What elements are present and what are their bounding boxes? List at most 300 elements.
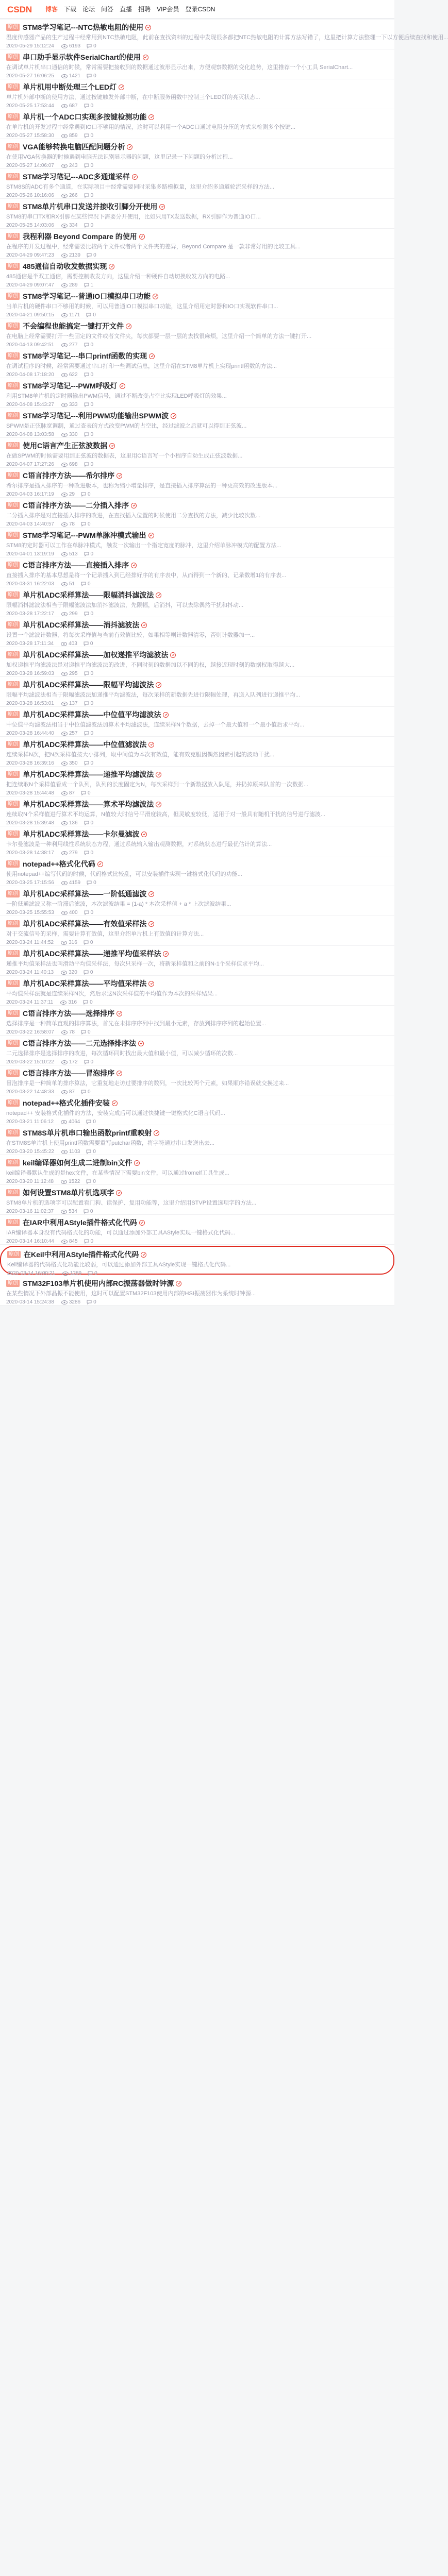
publish-date: 2020-04-21 09:50:15 (6, 312, 54, 318)
views-eye-icon (60, 1001, 67, 1005)
comment-icon (84, 223, 89, 228)
view-count: 2139 (69, 252, 81, 258)
article-title-row (6, 919, 388, 928)
verified-badge-icon (119, 84, 124, 90)
article-item[interactable] (0, 229, 394, 259)
article-title-link[interactable]: 单片机一个ADC口实现多按键检测功能 (23, 113, 147, 121)
view-count: 622 (69, 372, 78, 378)
view-count: 687 (69, 103, 78, 109)
article-item[interactable] (0, 767, 394, 796)
article-title-row (6, 1188, 388, 1197)
view-count: 320 (69, 970, 77, 975)
verified-badge-icon (120, 383, 125, 389)
article-title-link[interactable]: 不会编程也能搞定一键打开文件 (23, 322, 124, 330)
article-title-link[interactable]: STM8学习笔记---普通IO口模拟串口功能 (23, 292, 151, 300)
article-item[interactable] (0, 408, 394, 438)
verified-badge-icon (138, 1041, 144, 1046)
article-meta (6, 1299, 388, 1306)
article-item[interactable] (0, 169, 394, 199)
comment-count: 0 (90, 103, 94, 109)
article-title-row (6, 1128, 388, 1138)
original-tag: 原创 (6, 143, 20, 150)
article-title-link[interactable]: 单片机ADC采样算法——平均值采样法 (23, 979, 147, 988)
publish-date: 2020-03-24 11:37:11 (6, 999, 54, 1005)
article-summary: keil编译器默认生成的是hex文件，在某些情况下需要bin文件，可以通过fromelf工具生成... (6, 1170, 229, 1176)
comment-count: 0 (90, 432, 94, 437)
article-item[interactable] (0, 49, 394, 79)
article-title-row (6, 979, 388, 988)
comment-count: 0 (90, 223, 94, 228)
article-item[interactable] (0, 79, 394, 109)
publish-date: 2020-03-28 15:44:48 (6, 790, 54, 796)
comment-icon (84, 761, 89, 766)
views-eye-icon (61, 702, 68, 706)
article-summary: 中位值平均滤波法相当于中位值滤波法加算术平均滤波法，连续采样N个数据，去掉一个最大值和一个最小值后求平均... (6, 722, 305, 728)
comment-icon (84, 940, 89, 945)
article-title-link[interactable]: 在IAR中利用AStyle插件格式化代码 (23, 1218, 137, 1227)
views-eye-icon (61, 373, 68, 377)
article-title-row (6, 859, 388, 869)
nav-item[interactable]: 登录CSDN (185, 6, 215, 13)
original-tag: 原创 (6, 1219, 20, 1226)
article-meta (6, 222, 388, 229)
article-item[interactable] (0, 1006, 394, 1036)
article-title-link[interactable]: 我程利器 Beyond Compare 的使用 (23, 232, 137, 241)
view-count: 78 (69, 1029, 75, 1035)
comment-count: 0 (87, 521, 91, 527)
original-tag: 原创 (6, 323, 20, 330)
article-title-row (6, 1158, 388, 1167)
article-title-row (7, 1250, 387, 1259)
article-title-link[interactable]: C语言排序方法——二分插入排序 (23, 501, 129, 510)
article-title-link[interactable]: VGA能够转换电脑匹配问题分析 (23, 143, 125, 151)
comment-icon (87, 253, 92, 258)
article-title-link[interactable]: 使用C语言产生正弦波数据 (23, 442, 108, 450)
article-title-row (6, 770, 388, 779)
article-title-link[interactable]: 单片机ADC采样算法——算术平均滤波法 (23, 800, 154, 808)
comment-icon (84, 821, 89, 825)
article-meta (6, 162, 388, 169)
view-count: 4159 (69, 880, 81, 886)
article-item[interactable] (0, 707, 394, 737)
article-title-row (6, 262, 388, 271)
article-item[interactable] (0, 886, 394, 916)
article-title-link[interactable]: C语言排序方法——二元选择排序法 (23, 1039, 137, 1047)
article-title-link[interactable]: C语言排序方法——直接插入排序 (23, 561, 129, 569)
article-item[interactable] (0, 438, 394, 468)
verified-badge-icon (109, 264, 114, 269)
article-item[interactable] (0, 677, 394, 707)
verified-badge-icon (154, 1130, 159, 1136)
article-meta (6, 640, 388, 647)
svg-text:CSDN: CSDN (7, 4, 32, 14)
comment-count: 0 (87, 1029, 91, 1035)
publish-date: 2020-04-03 14:40:57 (6, 521, 54, 527)
article-summary: notepad++ 安装格式化插件的方法，安装完成后可以通过快捷键一键格式化C语言代码... (6, 1110, 225, 1116)
article-meta (6, 461, 388, 468)
article-summary: 在单片机的开发过程中经常遇到IO口不够用的情况，这时可以利用一个ADC口通过电阻分压的方式来检测多个按键... (6, 124, 296, 130)
comment-icon (84, 1060, 89, 1064)
verified-badge-icon (148, 533, 154, 538)
article-title-link[interactable]: keil编译器如何生成二进制bin文件 (23, 1159, 132, 1167)
article-item[interactable] (0, 1246, 394, 1275)
comment-icon (84, 133, 89, 138)
publish-date: 2020-03-14 15:24:38 (6, 1299, 54, 1305)
article-title-link[interactable]: 485通信自动收发数据实现 (23, 262, 107, 270)
article-summary: 希尔排序是插入排序的一种改进版本，也称为缩小增量排序，是直接插入排序算法的一种更高效的改进版本... (6, 483, 278, 489)
views-eye-icon (61, 224, 68, 228)
comment-icon (84, 1209, 89, 1214)
article-summary: STM8S的ADC有多个通道，在实际项目中经常需要同时采集多路模拟量，这里介绍多通道轮流采样的方法... (6, 184, 275, 190)
nav-item[interactable]: 招聘 (138, 6, 151, 13)
comment-icon (81, 1030, 86, 1035)
original-tag: 原创 (6, 831, 20, 838)
original-tag: 原创 (6, 263, 20, 270)
article-title-link[interactable]: 单片机ADC采样算法——递推平均滤波法 (23, 770, 154, 778)
article-title-row (6, 411, 388, 420)
csdn-logo[interactable] (6, 4, 35, 15)
article-item[interactable] (0, 348, 394, 378)
original-tag: 原创 (6, 442, 20, 449)
article-title-link[interactable]: STM8学习笔记---PWM呼吸灯 (23, 382, 118, 390)
publish-date: 2020-05-26 10:16:06 (6, 193, 54, 198)
publish-date: 2020-03-28 17:11:34 (6, 641, 54, 647)
verified-badge-icon (159, 204, 165, 210)
views-eye-icon (61, 1210, 67, 1214)
verified-badge-icon (171, 413, 176, 419)
article-item[interactable] (0, 378, 394, 408)
comment-icon (84, 612, 89, 616)
article-title-link[interactable]: STM8学习笔记---串口printf函数的实现 (23, 352, 147, 360)
article-summary: 在使用VGA转换器的时候遇到电脑无法识别显示器的问题，这里记录一下问题的分析过程... (6, 154, 233, 160)
views-eye-icon (61, 343, 68, 347)
publish-date: 2020-05-25 14:03:06 (6, 223, 54, 228)
article-item[interactable] (0, 199, 394, 229)
article-item[interactable] (0, 916, 394, 946)
comment-icon (81, 492, 86, 497)
article-title-link[interactable]: STM8学习笔记---ADC多通道采样 (23, 173, 130, 181)
article-summary: 二元选择排序是选择排序的改进，每次循环同时找出最大值和最小值，可以减少循环的次数... (6, 1050, 238, 1057)
nav-item[interactable]: 直播 (120, 6, 132, 13)
article-item[interactable] (0, 1065, 394, 1095)
article-item[interactable] (0, 318, 394, 348)
article-meta (6, 760, 388, 767)
views-eye-icon (61, 791, 68, 795)
comment-count: 0 (90, 1059, 94, 1065)
verified-badge-icon (148, 114, 154, 120)
article-title-link[interactable]: STM8学习笔记---NTC热敏电阻的使用 (23, 23, 144, 31)
comment-count: 0 (87, 790, 91, 796)
article-title-link[interactable]: notepad++格式化插件安装 (23, 1099, 110, 1107)
verified-badge-icon (127, 144, 132, 150)
views-eye-icon (61, 1300, 68, 1304)
original-tag: 原创 (6, 1189, 20, 1196)
article-title-row (6, 321, 388, 331)
views-eye-icon (61, 941, 67, 945)
original-tag: 原创 (6, 771, 20, 778)
views-eye-icon (61, 1150, 68, 1154)
article-title-row (6, 561, 388, 570)
views-eye-icon (61, 612, 68, 616)
views-eye-icon (61, 761, 68, 766)
article-item[interactable] (0, 1125, 394, 1155)
article-title-row (6, 1098, 388, 1108)
comment-count: 0 (93, 252, 96, 258)
article-item[interactable] (0, 139, 394, 169)
verified-badge-icon (156, 772, 161, 777)
original-tag: 原创 (6, 980, 20, 987)
view-count: 316 (68, 999, 77, 1005)
original-tag: 原创 (6, 591, 20, 599)
original-tag: 原创 (6, 412, 20, 419)
publish-date: 2020-03-24 11:44:52 (6, 940, 54, 945)
view-count: 1421 (69, 73, 81, 79)
article-title-link[interactable]: C语言排序方法——希尔排序 (23, 471, 115, 480)
view-count: 316 (69, 940, 77, 945)
article-title-row (6, 202, 388, 211)
publish-date: 2020-04-03 16:17:19 (6, 492, 54, 497)
publish-date: 2020-03-22 15:10:22 (6, 1059, 54, 1065)
article-title-link[interactable]: 在Keil中利用AStyle插件格式化代码 (24, 1250, 139, 1259)
comment-count: 1 (90, 282, 94, 288)
comment-icon (83, 1000, 88, 1005)
comment-icon (84, 193, 89, 198)
article-item[interactable] (0, 1215, 394, 1245)
article-summary: 温度传感器产品的生产过程中经常用到NTC热敏电阻，此前在查找资料的过程中发现很多都把NTC热敏电阻的计算方法写错了，这里把计算方法整理一下以方便后续查找和使用... (6, 35, 448, 41)
article-item[interactable] (0, 109, 394, 139)
article-summary: 在调试单片机串口通信的时候，常常需要把接收到的数据通过波形显示出来，方便观察数据的变化趋势，这里推荐一个小工具 SerialChart... (6, 64, 353, 71)
original-tag: 原创 (6, 382, 20, 389)
article-item[interactable] (0, 1036, 394, 1065)
article-meta (6, 1208, 388, 1215)
article-summary: 直接插入排序的基本思想是将一个记录插入到已经排好序的有序表中，从而得到一个新的、记录数增1的有序表... (6, 572, 287, 579)
verified-badge-icon (97, 861, 103, 867)
verified-badge-icon (132, 174, 138, 180)
article-summary: 连续取N个采样值进行算术平均运算，N值较大时信号平滑度较高，但灵敏度较低，适用于对一般具有随机干扰的信号进行滤波... (6, 811, 326, 818)
verified-badge-icon (131, 503, 137, 509)
original-tag: 原创 (6, 293, 20, 300)
comment-count: 0 (93, 1299, 96, 1305)
article-title-link[interactable]: STM8单片机串口发送并接收引脚分开使用 (23, 202, 158, 211)
publish-date: 2020-03-16 11:02:37 (6, 1209, 54, 1214)
article-title-link[interactable]: STM32F103单片机使用内部RC振荡器做时钟源 (23, 1279, 174, 1287)
comment-icon (84, 163, 89, 168)
publish-date: 2020-04-13 09:42:51 (6, 342, 54, 348)
view-count: 1289 (70, 1270, 82, 1276)
article-title-link[interactable]: STM8S单片机串口输出函数printf重映射 (23, 1129, 152, 1137)
views-eye-icon (61, 74, 68, 78)
view-count: 3286 (69, 1299, 81, 1305)
views-eye-icon (61, 881, 68, 885)
article-item[interactable] (0, 289, 394, 318)
comment-icon (84, 343, 89, 347)
article-item[interactable] (0, 1095, 394, 1125)
article-meta (6, 1238, 388, 1245)
comment-count: 0 (90, 193, 94, 198)
article-title-link[interactable]: 单片机ADC采样算法——加权递推平均滤波法 (23, 651, 169, 659)
publish-date: 2020-04-08 13:03:58 (6, 432, 54, 437)
article-summary: STM8的串口TX和RX引脚在某些情况下需要分开使用，比如只用TX发送数据，RX引脚作为普通IO口... (6, 214, 261, 220)
article-title-link[interactable]: C语言排序方法——冒泡排序 (23, 1069, 115, 1077)
comment-icon (88, 1271, 93, 1276)
article-meta (6, 491, 388, 498)
nav-item[interactable]: 博客 (45, 6, 58, 13)
article-meta (6, 730, 388, 737)
views-eye-icon (61, 1240, 68, 1244)
article-meta (6, 611, 388, 617)
view-count: 299 (69, 611, 78, 617)
views-eye-icon (61, 582, 68, 586)
view-count: 243 (69, 163, 78, 168)
comment-count: 0 (93, 1149, 96, 1155)
article-title-row (6, 53, 388, 62)
comment-count: 0 (93, 73, 96, 79)
article-item[interactable] (0, 1276, 394, 1306)
view-count: 172 (69, 1059, 78, 1065)
article-item[interactable] (0, 587, 394, 617)
comment-count: 0 (90, 701, 94, 706)
comment-icon (84, 701, 89, 706)
original-tag: 原创 (6, 233, 20, 240)
article-title-link[interactable]: 单片机ADC采样算法——中位值滤波法 (23, 740, 147, 749)
article-meta (6, 431, 388, 438)
article-meta (6, 73, 388, 79)
original-tag: 原创 (6, 1010, 20, 1017)
view-count: 1522 (69, 1179, 80, 1184)
article-title-link[interactable]: 单片机ADC采样算法——中位值平均滤波法 (23, 710, 161, 719)
article-item[interactable] (0, 557, 394, 587)
article-item[interactable] (0, 498, 394, 528)
article-item[interactable] (0, 737, 394, 767)
article-title-link[interactable]: 单片机用中断处理三个LED灯 (23, 83, 117, 91)
article-title-row (6, 1218, 388, 1227)
views-eye-icon (61, 463, 68, 467)
article-title-row (6, 680, 388, 689)
verified-badge-icon (116, 1190, 122, 1196)
original-tag: 原创 (6, 621, 20, 629)
comment-icon (84, 462, 89, 467)
article-title-link[interactable]: 串口助手显示软件SerialChart的使用 (23, 53, 141, 61)
original-tag: 原创 (6, 1280, 20, 1287)
verified-badge-icon (156, 802, 161, 807)
publish-date: 2020-05-29 15:12:24 (6, 43, 54, 49)
verified-badge-icon (163, 951, 169, 957)
article-title-row (6, 1279, 388, 1288)
article-title-link[interactable]: 单片机ADC采样算法——限幅平均滤波法 (23, 681, 154, 689)
publish-date: 2020-05-25 17:53:44 (6, 103, 54, 109)
verified-badge-icon (139, 1220, 145, 1226)
article-title-row (6, 501, 388, 510)
article-meta (6, 312, 388, 318)
article-item[interactable] (0, 976, 394, 1006)
article-item[interactable] (0, 528, 394, 557)
article-item[interactable] (0, 856, 394, 886)
article-item[interactable] (0, 946, 394, 976)
view-count: 330 (69, 432, 78, 437)
comment-icon (81, 582, 86, 586)
original-tag: 原创 (6, 741, 20, 748)
article-list (0, 20, 448, 1306)
views-eye-icon (61, 642, 67, 646)
publish-date: 2020-05-27 16:06:25 (6, 73, 54, 79)
article-meta (6, 1059, 388, 1065)
article-summary: 在做SPWM的时候需要用到正弦波的数据表，这里用C语言写一个小程序自动生成正弦波数据... (6, 453, 243, 459)
comment-count: 0 (93, 880, 96, 886)
comment-icon (84, 731, 89, 736)
article-title-link[interactable]: 如何设置STM8单片机选项字 (23, 1189, 114, 1197)
article-summary: 在STM8S单片机上使用printf函数需要重写putchar函数，将字符通过串口发送出去... (6, 1140, 214, 1146)
comment-icon (84, 970, 89, 975)
article-item[interactable] (0, 20, 448, 49)
article-summary: 一阶低通滤波又称一阶滞后滤波，本次滤波结果 = (1-a) * 本次采样值 + a * 上次滤波结果... (6, 901, 231, 907)
nav-item[interactable]: 下载 (64, 6, 77, 13)
publish-date: 2020-03-24 11:40:13 (6, 970, 54, 975)
article-summary: 485通信是半双工通信，需要控制收发方向，这里介绍一种硬件自动切换收发方向的电路... (6, 274, 230, 280)
article-title-link[interactable]: C语言排序方法——选择排序 (23, 1009, 115, 1018)
article-item[interactable] (0, 1155, 394, 1185)
views-eye-icon (61, 1060, 68, 1064)
views-eye-icon (61, 313, 68, 317)
article-summary: SPWM是正弦脉宽调制，通过查表的方式改变PWM的占空比，经过滤波之后就可以得到正弦波... (6, 423, 247, 429)
article-summary: 设置一个滤波计数器，将每次采样值与当前有效值比较，如果相等则计数器清零，否则计数器加一... (6, 632, 255, 638)
nav-item[interactable]: 论坛 (82, 6, 95, 13)
article-summary: 把连续取N个采样值看成一个队列，队列的长度固定为N，每次采样到一个新数据放入队尾，并扔掉原来队首的一次数据... (6, 782, 309, 788)
article-title-link[interactable]: 单片机ADC采样算法——消抖滤波法 (23, 621, 140, 629)
comment-count: 0 (90, 1239, 94, 1244)
comment-icon (86, 1179, 91, 1184)
article-title-link[interactable]: 单片机ADC采样算法——递推平均值采样法 (23, 950, 161, 958)
article-title-link[interactable]: notepad++格式化代码 (23, 860, 95, 868)
comment-count: 0 (90, 731, 94, 736)
article-item[interactable] (0, 468, 394, 498)
article-item[interactable] (0, 617, 394, 647)
article-item[interactable] (0, 826, 394, 856)
comment-count: 0 (90, 133, 94, 139)
publish-date: 2020-03-28 16:53:01 (6, 701, 54, 706)
article-meta (6, 132, 388, 139)
comment-icon (87, 1300, 92, 1304)
article-title-link[interactable]: 单片机ADC采样算法——限幅消抖滤波法 (23, 591, 154, 599)
views-eye-icon (61, 911, 68, 915)
article-title-link[interactable]: 单片机ADC采样算法——有效值采样法 (23, 920, 147, 928)
nav-item[interactable]: VIP会员 (157, 6, 179, 13)
article-title-link[interactable]: 单片机ADC采样算法——一阶低通滤波 (23, 890, 147, 898)
article-summary: 对于交流信号的采样，需要计算有效值，这里介绍单片机上有效值的计算方法... (6, 931, 204, 937)
article-meta (6, 43, 388, 49)
article-meta (6, 1148, 388, 1155)
publish-date: 2020-04-08 15:43:27 (6, 402, 54, 408)
verified-badge-icon (148, 891, 154, 897)
view-count: 136 (69, 820, 78, 826)
verified-badge-icon (117, 1071, 122, 1076)
article-title-link[interactable]: STM8学习笔记---利用PWM功能输出SPWM波 (23, 412, 169, 420)
nav-item[interactable]: 问答 (101, 6, 114, 13)
article-title-link[interactable]: 单片机ADC采样算法——卡尔曼滤波 (23, 830, 140, 838)
view-count: 400 (69, 910, 78, 916)
original-tag: 原创 (6, 801, 20, 808)
verified-badge-icon (149, 353, 155, 359)
article-item[interactable] (0, 1185, 394, 1215)
article-item[interactable] (0, 259, 394, 289)
article-item[interactable] (0, 796, 394, 826)
view-count: 1171 (69, 312, 80, 318)
article-item[interactable] (0, 647, 394, 677)
original-tag: 原创 (6, 113, 20, 121)
views-eye-icon (61, 44, 68, 48)
article-title-link[interactable]: STM8学习笔记---PWM单脉冲模式输出 (23, 531, 146, 539)
publish-date: 2020-03-28 16:59:03 (6, 671, 54, 676)
verified-badge-icon (126, 324, 131, 329)
